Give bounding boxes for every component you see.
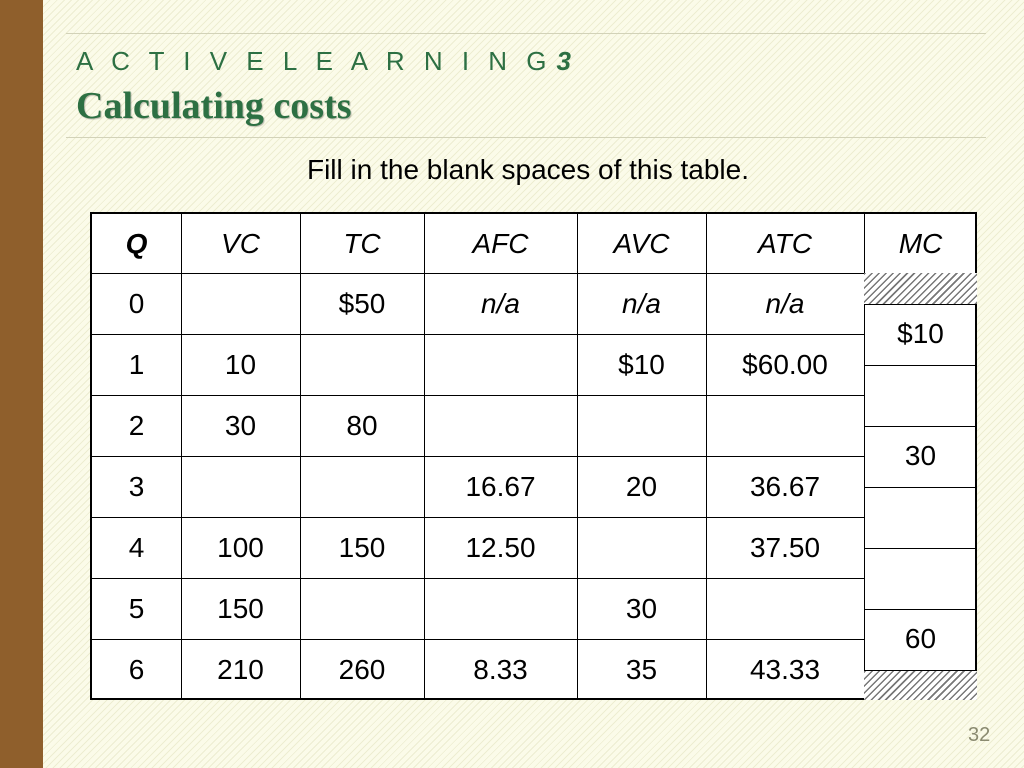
cell-tc-q6: 260: [338, 653, 386, 685]
cell-vc-q5: 150: [217, 592, 264, 624]
header-tc: TC: [343, 227, 381, 259]
header-mc: MC: [898, 227, 943, 259]
cell-afc-q3: 16.67: [465, 470, 536, 502]
cell-avc-q1: $10: [618, 348, 665, 380]
cell-q-q6: 6: [128, 653, 145, 685]
cell-q-q2: 2: [128, 409, 145, 441]
row-divider: [92, 395, 864, 396]
kicker-text: A C T I V E L E A R N I N G: [76, 46, 553, 76]
row-divider: [92, 273, 864, 274]
cell-avc-q4: [577, 517, 706, 578]
cell-vc-q3: [181, 456, 300, 517]
cell-atc-q2: [706, 395, 864, 456]
cell-vc-q1: 10: [224, 348, 257, 380]
cell-tc-q1: [300, 334, 424, 395]
cell-avc-q2: [577, 395, 706, 456]
cell-q-q1: 1: [128, 348, 145, 380]
title-divider: [66, 137, 986, 138]
cell-vc-q0: [181, 273, 300, 334]
cell-atc-q1: $60.00: [742, 348, 828, 380]
cell-afc-q0: n/a: [481, 287, 520, 319]
cell-mc-3-to-4: [864, 487, 977, 548]
cell-mc-4-to-5: [864, 548, 977, 609]
header-avc: AVC: [613, 227, 670, 259]
cell-tc-q3: [300, 456, 424, 517]
cell-mc-2-to-3: 30: [904, 440, 937, 471]
mc-row-divider: [864, 548, 977, 549]
section-kicker: [76, 46, 571, 77]
cell-vc-q4: 100: [217, 531, 264, 563]
cell-tc-q4: 150: [338, 531, 386, 563]
cell-avc-q5: 30: [625, 592, 658, 624]
mc-hatched-cell-bottom: [864, 671, 977, 701]
cell-atc-q0: n/a: [765, 287, 805, 319]
row-divider: [92, 456, 864, 457]
cell-q-q4: 4: [128, 531, 145, 563]
cell-q-q5: 5: [128, 592, 145, 624]
cell-vc-q2: 30: [224, 409, 257, 441]
row-divider: [92, 517, 864, 518]
cell-afc-q4: 12.50: [465, 531, 536, 563]
cell-atc-q4: 37.50: [749, 531, 821, 563]
cell-afc-q6: 8.33: [473, 653, 528, 685]
page-number: 32: [968, 724, 991, 746]
header-vc: VC: [221, 227, 260, 259]
cell-atc-q3: 36.67: [749, 470, 821, 502]
cell-afc-q5: [424, 578, 577, 639]
row-divider: [92, 639, 864, 640]
cell-afc-q1: [424, 334, 577, 395]
cell-mc-1-to-2: [864, 365, 977, 426]
cell-tc-q0: $50: [338, 287, 386, 319]
row-divider: [92, 334, 864, 335]
slide-title: Calculating costs: [76, 85, 352, 127]
cell-avc-q0: n/a: [622, 287, 661, 319]
cell-avc-q3: 20: [625, 470, 658, 502]
cell-mc-0-to-1: $10: [897, 318, 944, 349]
cell-tc-q2: 80: [346, 409, 378, 441]
top-divider: [66, 33, 986, 34]
cell-q-q0: 0: [128, 287, 145, 319]
mc-hatched-cell-top: [864, 273, 977, 304]
mc-row-divider: [864, 426, 977, 427]
mc-row-divider: [864, 609, 977, 610]
header-afc: AFC: [472, 227, 529, 259]
cell-mc-5-to-6: 60: [904, 623, 937, 654]
mc-row-divider: [864, 304, 977, 305]
header-q: Q: [125, 227, 148, 259]
header-atc: ATC: [758, 227, 812, 259]
mc-row-divider: [864, 487, 977, 488]
cell-avc-q6: 35: [625, 653, 658, 685]
cell-atc-q5: [706, 578, 864, 639]
cell-vc-q6: 210: [217, 653, 264, 685]
cell-atc-q6: 43.33: [749, 653, 821, 685]
kicker-number: 3: [556, 46, 571, 76]
left-accent-bar: [0, 0, 43, 768]
mc-row-divider: [864, 365, 977, 366]
instruction-text: Fill in the blank spaces of this table.: [306, 154, 749, 185]
cost-table: [90, 212, 977, 700]
cell-tc-q5: [300, 578, 424, 639]
cell-afc-q2: [424, 395, 577, 456]
cell-q-q3: 3: [128, 470, 145, 502]
row-divider: [92, 578, 864, 579]
